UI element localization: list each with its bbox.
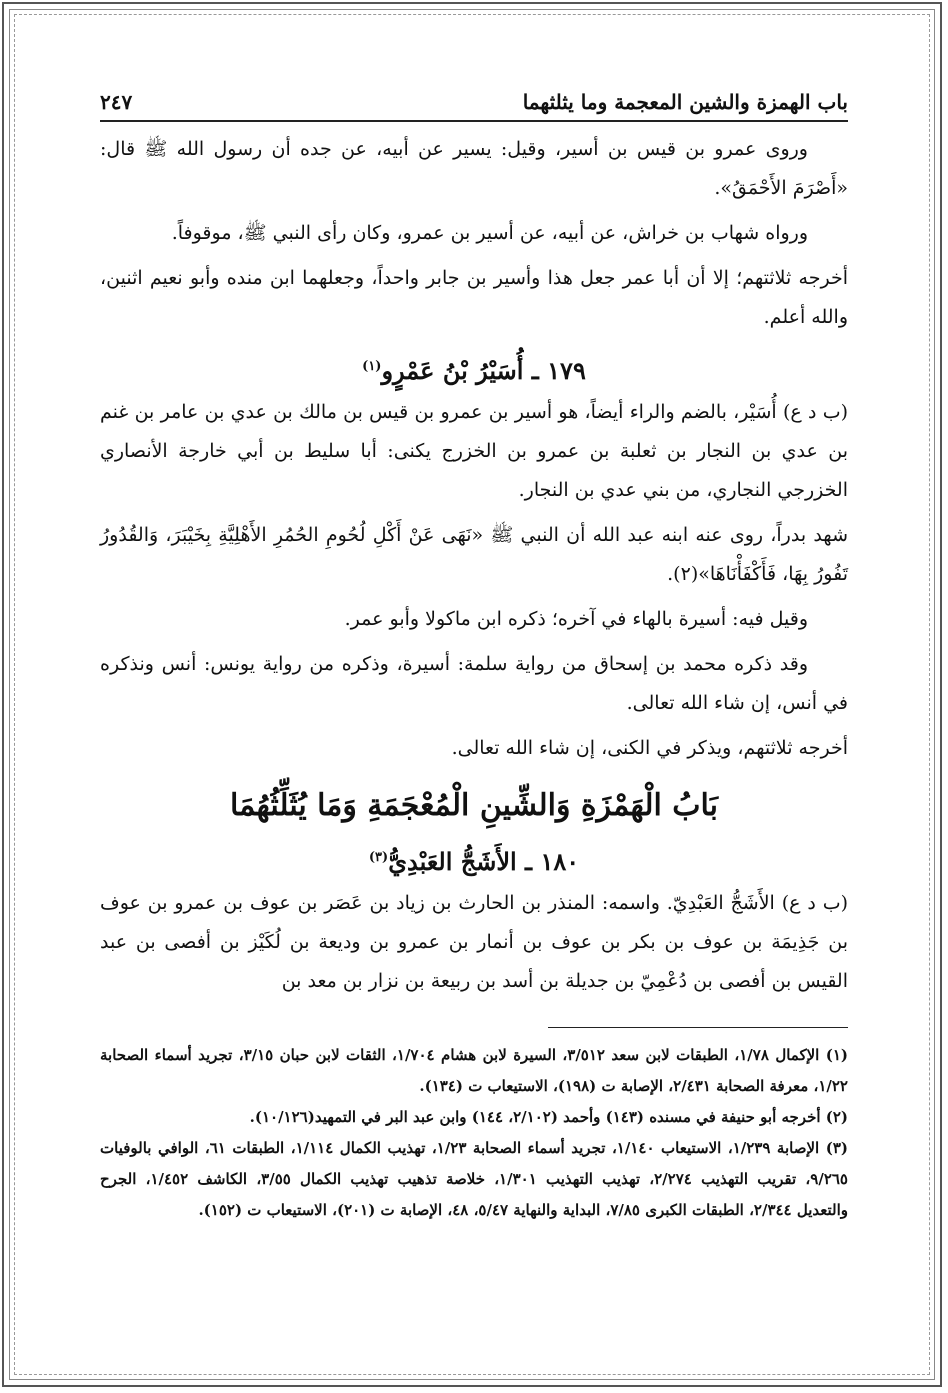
entry-179-footnote-ref: (١) <box>362 359 382 374</box>
paragraph-1: وروى عمرو بن قيس بن أسير، وقيل: يسير عن أبيه، عن جده أن رسول الله ﷺ قال: «أَصْرَمَ الأَحْمَقُ». <box>100 138 848 199</box>
paragraph-8: أخرجه ثلاثتهم، ويذكر في الكنى، إن شاء الله تعالى. <box>451 737 848 759</box>
footnote-1: (١) الإكمال ١/٧٨، الطبقات لابن سعد ٣/٥١٢، السيرة لابن هشام ١/٧٠٤، الثقات لابن حبان ٣/١٥، تجريد أسماء الصحابة ١/٢٢، معرفة الصحابة ٢/٤٣١، الإصابة ت (١٩٨)، الاستيعاب ت (١٣٤). <box>100 1046 849 1095</box>
paragraph-7: وقد ذكره محمد بن إسحاق من رواية سلمة: أسيرة، وذكره من رواية يونس: أنس ونذكره في أنس، إن شاء الله تعالى. <box>100 653 848 714</box>
paragraph-2: ورواه شهاب بن خراش، عن أبيه، عن أسير بن عمرو، وكان رأى النبي ﷺ، موقوفاً. <box>171 222 808 244</box>
paragraph-5: شهد بدراً، روى عنه ابنه عبد الله أن النبي ﷺ «نَهَى عَنْ أَكْلِ لُحُومِ الحُمُرِ الأَهْلِيَّةِ بِخَيْبَرَ، وَالقُدُورُ تَفُورُ بِهَا، فَأَكْفَأْنَاهَا»(٢). <box>100 524 848 585</box>
footnote-3: (٣) الإصابة ١/٢٣٩، الاستيعاب ١/١٤٠، تجريد أسماء الصحابة ١/٢٣، تهذيب الكمال ١/١١٤، الطبقات ٦١، الوافي بالوفيات ٩/٢٦٥، تقريب التهذيب ٢/٢٧٤، تهذيب التهذيب ١/٣٠١، خلاصة تذهيب تهذيب الكمال ٣/٥٥، الكاشف ١/٤٥٢، الجرح والتعديل ٢/٣٤٤، الطبقات الكبرى ٧/٨٥، البداية والنهاية ٥/٤٧، ٤٨، الإصابة ت (٢٠١)، الاستيعاب ت (١٥٢). <box>100 1139 848 1219</box>
entry-179-title <box>100 347 848 391</box>
entry-180-heading: ١٨٠ ـ الأَشَجُّ العَبْدِيُّ <box>388 847 580 876</box>
entry-179-heading: ١٧٩ ـ أُسَيْرُ بْنُ عَمْرٍو <box>381 356 586 385</box>
page-body <box>100 130 848 1001</box>
page-number: ٢٤٧ <box>100 90 133 114</box>
footnote-2: (٢) أخرجه أبو حنيفة في مسنده (١٤٣) وأحمد (٢/١٠٢، ١٤٤) وابن عبد البر في التمهيد(١٠/١٢٦). <box>249 1108 848 1126</box>
page-header <box>100 82 848 122</box>
entry-180-footnote-ref: (٣) <box>368 850 389 865</box>
paragraph-9: (ب د ع) الأَشَجُّ العَبْدِيّ. واسمه: المنذر بن الحارث بن زياد بن عَصَر بن عوف بن عمرو بن عوف بن جَذِيمَة بن عوف بن بكر بن عوف بن أنمار بن عمرو بن وديعة بن لُكَيْز بن أفصى بن عبد القيس بن أفصى بن دُعْمِيّ بن جديلة بن أسد بن ربيعة بن نزار بن معد بن <box>100 892 848 992</box>
paragraph-3: أخرجه ثلاثتهم؛ إلا أن أبا عمر جعل هذا وأسير بن جابر واحداً، وجعلهما ابن منده وأبو نعيم اثنين، والله أعلم. <box>100 267 848 328</box>
paragraph-4: (ب د ع) أُسَيْر، بالضم والراء أيضاً، هو أسير بن عمرو بن قيس بن مالك بن عدي بن عامر بن غنم بن عدي بن النجار بن ثعلبة بن عمرو بن الخزرج يكنى: أبا سليط بن أبي خارجة الأنصاري الخزرجي النجاري، من بني عدي بن النجار. <box>100 401 848 501</box>
entry-180-title <box>100 838 848 882</box>
running-title: باب الهمزة والشين المعجمة وما يثلثهما <box>522 90 848 114</box>
paragraph-6: وقيل فيه: أسيرة بالهاء في آخره؛ ذكره ابن ماكولا وأبو عمر. <box>344 608 808 630</box>
footnotes <box>100 1040 848 1226</box>
chapter-title: بَابُ الْهَمْزَةِ وَالشِّينِ الْمُعْجَمَةِ وَمَا يُثَلِّثُهُمَا <box>230 788 718 823</box>
footnote-separator <box>548 1027 848 1028</box>
book-page <box>100 82 848 1226</box>
